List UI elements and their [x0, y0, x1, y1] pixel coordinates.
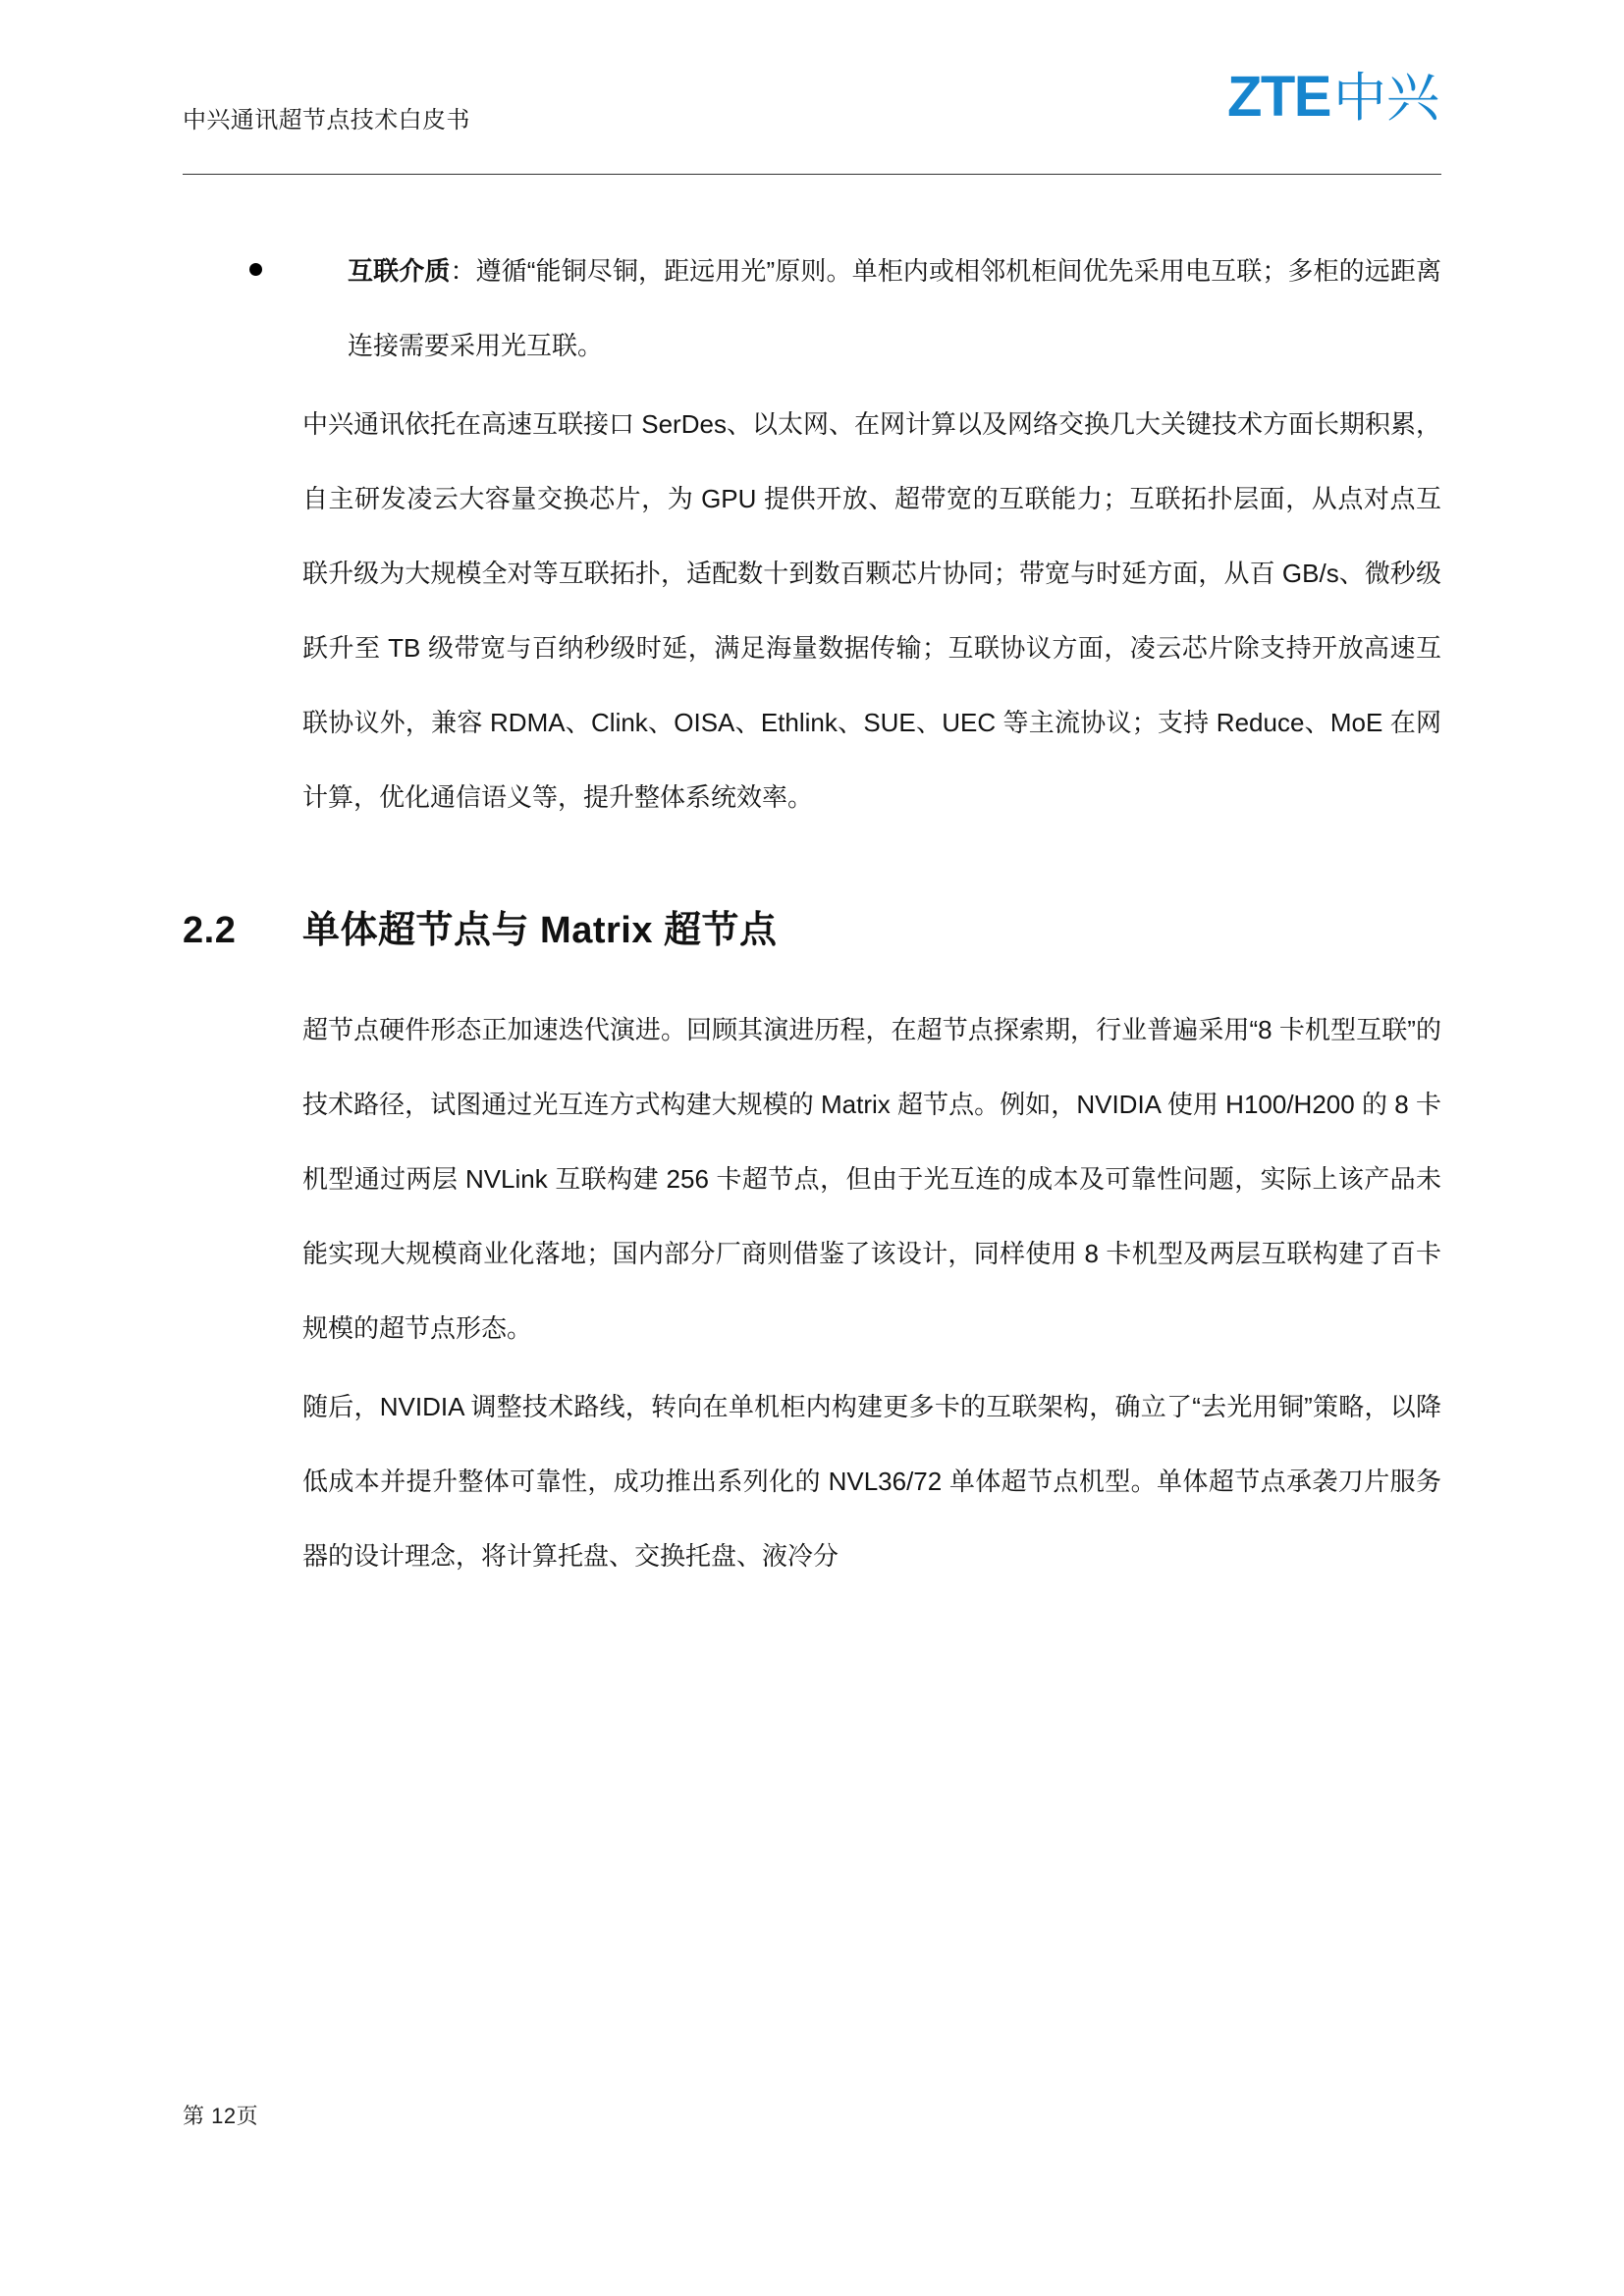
paragraph-supernode-evolution: 超节点硬件形态正加速迭代演进。回顾其演进历程，在超节点探索期，行业普遍采用“8 卡机型互联”的技术路径，试图通过光互连方式构建大规模的 Matrix 超节点。例如，NVIDIA 使用 H100/H200 的 8 卡机型通过两层 NVLink 互联构建 256 卡超节点，但由于光互连的成本及可靠性问题，实际上该产品未能实现大规模商业化落地；国内部分厂商则借鉴了该设计，同样使用 8 卡机型及两层互联构建了百卡规模的超节点形态。 — [302, 1015, 1441, 1343]
page-footer — [183, 2102, 1441, 2131]
bullet-item-text: ：遵循“能铜尽铜，距远用光”原则。单柜内或相邻机柜间优先采用电互联；多柜的远距离连接需要采用光互联。 — [348, 256, 1441, 360]
page-number: 第 12页 — [183, 2104, 259, 2128]
page-header — [183, 65, 1441, 175]
bullet-list — [183, 234, 1441, 383]
paragraph-nvidia-copper-strategy: 随后，NVIDIA 调整技术路线，转向在单机柜内构建更多卡的互联架构，确立了“去光用铜”策略，以降低成本并提升整体可靠性，成功推出系列化的 NVL36/72 单体超节点机型。单体超节点承袭刀片服务器的设计理念，将计算托盘、交换托盘、液冷分 — [302, 1392, 1441, 1571]
paragraph-interconnect-technology: 中兴通讯依托在高速互联接口 SerDes、以太网、在网计算以及网络交换几大关键技术方面长期积累，自主研发凌云大容量交换芯片，为 GPU 提供开放、超带宽的互联能力；互联拓扑层面，从点对点互联升级为大规模全对等互联拓扑，适配数十到数百颗芯片协同；带宽与时延方面，从百 GB/s、微秒级跃升至 TB 级带宽与百纳秒级时延，满足海量数据传输；互联协议方面，凌云芯片除支持开放高速互联协议外，兼容 RDMA、Clink、OISA、Ethlink、SUE、UEC 等主流协议；支持 Reduce、MoE 在网计算，优化通信语义等，提升整体系统效率。 — [302, 409, 1441, 812]
page-content — [183, 234, 1441, 1593]
bullet-item-label: 互联介质 — [348, 256, 451, 286]
zte-logo-latin-text: ZTE — [1226, 65, 1330, 129]
section-heading-2-2 — [183, 899, 1441, 953]
header-document-title: 中兴通讯超节点技术白皮书 — [183, 107, 470, 133]
section-title: 单体超节点与 Matrix 超节点 — [302, 910, 778, 951]
zte-logo-cjk-text: 中兴 — [1333, 69, 1439, 128]
zte-logo — [1226, 65, 1439, 129]
bullet-dot-icon — [249, 263, 262, 276]
section-number: 2.2 — [183, 910, 237, 951]
bullet-list-item — [183, 234, 1441, 383]
